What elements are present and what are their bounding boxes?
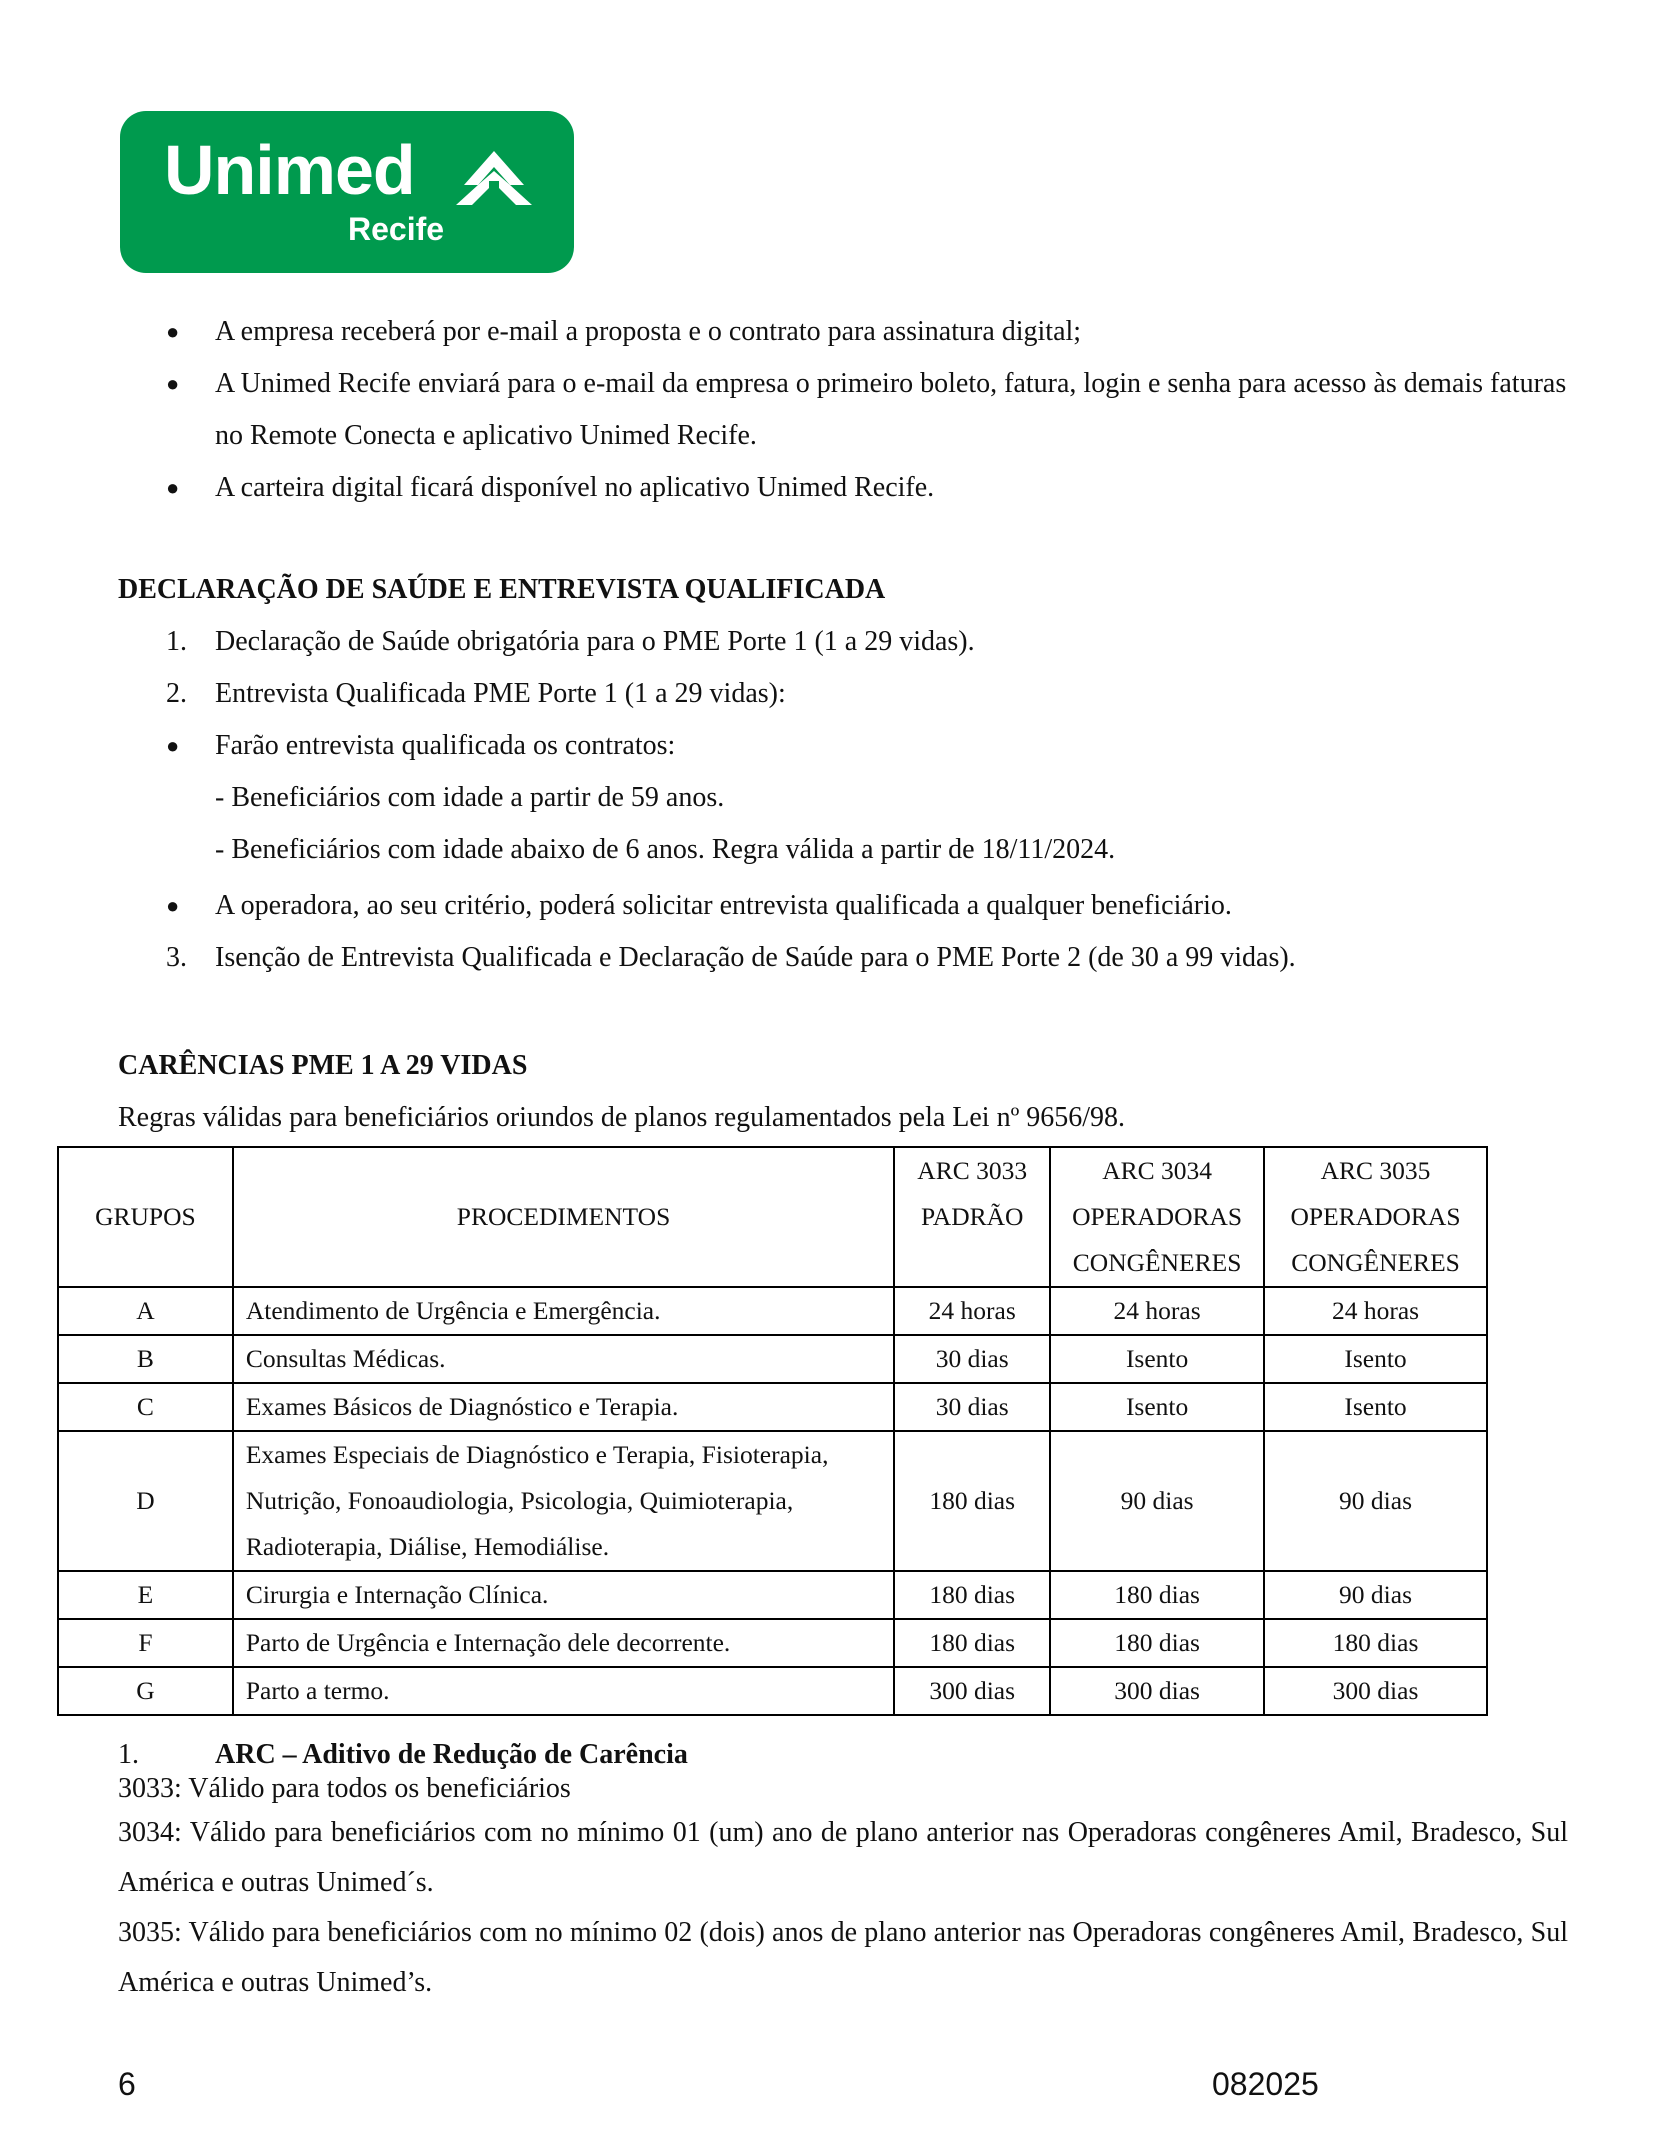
logo-sub: Recife xyxy=(348,211,445,247)
unimed-logo xyxy=(120,111,574,273)
table-row: G Parto a termo. 300 dias 300 dias 300 dias xyxy=(58,1667,1487,1715)
list-item: ● A operadora, ao seu critério, poderá solicitar entrevista qualificada a qualquer beneficiário. xyxy=(166,890,1232,921)
page-number: 6 xyxy=(118,2066,136,2102)
intro-bullet-list xyxy=(118,306,1568,514)
arc-3035: 3035: Válido para beneficiários com no mínimo 02 (dois) anos de plano anterior nas Operadoras congêneres Amil, Bradesco, Sul América e outras Unimed’s. xyxy=(118,1917,1568,1998)
list-item: 3. Isenção de Entrevista Qualificada e Declaração de Saúde para o PME Porte 2 (de 30 a 99 vidas). xyxy=(166,942,1296,973)
section-heading: DECLARAÇÃO DE SAÚDE E ENTREVISTA QUALIFICADA xyxy=(118,574,886,605)
table-header-row xyxy=(58,1147,1487,1287)
table-row: E Cirurgia e Internação Clínica. 180 dias 180 dias 90 dias xyxy=(58,1571,1487,1619)
table-row: F Parto de Urgência e Internação dele decorrente. 180 dias 180 dias 180 dias xyxy=(58,1619,1487,1667)
table-row: D Exames Especiais de Diagnóstico e Terapia, Fisioterapia, Nutrição, Fonoaudiologia, Psicologia, Quimioterapia, Radioterapia, Diálise, Hemodiálise. 180 dias 90 dias 90 dias xyxy=(58,1431,1487,1571)
carencias-section xyxy=(118,1040,1568,1144)
table-row: B Consultas Médicas. 30 dias Isento Isento xyxy=(58,1335,1487,1383)
sub-item: - Beneficiários com idade abaixo de 6 anos. Regra válida a partir de 18/11/2024. xyxy=(215,834,1116,865)
list-item: 1. Declaração de Saúde obrigatória para o PME Porte 1 (1 a 29 vidas). xyxy=(166,626,975,657)
arc-3034: 3034: Válido para beneficiários com no mínimo 01 (um) ano de plano anterior nas Operadoras congêneres Amil, Bradesco, Sul América e outras Unimed´s. xyxy=(118,1817,1568,1898)
list-item: 2. Entrevista Qualificada PME Porte 1 (1 a 29 vidas): xyxy=(166,678,786,709)
list-item: ● Farão entrevista qualificada os contratos: xyxy=(166,730,676,761)
list-item: ● A Unimed Recife enviará para o e-mail da empresa o primeiro boleto, fatura, login e senha para acesso às demais faturas no Remote Conecta e aplicativo Unimed Recife. xyxy=(166,368,1567,451)
document-code: 082025 xyxy=(1212,2066,1319,2102)
header-arc3035: ARC 3035 OPERADORAS CONGÊNERES xyxy=(1264,1147,1487,1287)
section-subtitle: Regras válidas para beneficiários oriundos de planos regulamentados pela Lei nº 9656/98. xyxy=(118,1102,1126,1133)
arc-section xyxy=(118,1738,1568,2008)
header-procedimentos: PROCEDIMENTOS xyxy=(233,1147,894,1287)
header-grupos: GRUPOS xyxy=(58,1147,233,1287)
table-row: A Atendimento de Urgência e Emergência. 24 horas 24 horas 24 horas xyxy=(58,1287,1487,1335)
section-heading: CARÊNCIAS PME 1 A 29 VIDAS xyxy=(118,1050,528,1081)
header-arc3033: ARC 3033 PADRÃO xyxy=(894,1147,1050,1287)
sub-item: - Beneficiários com idade a partir de 59 anos. xyxy=(215,782,725,813)
table-row: C Exames Básicos de Diagnóstico e Terapia. 30 dias Isento Isento xyxy=(58,1383,1487,1431)
carencias-table xyxy=(57,1146,1488,1716)
arc-heading: 1. ARC – Aditivo de Redução de Carência xyxy=(118,1739,688,1770)
unimed-tree-icon xyxy=(456,151,532,205)
arc-3033: 3033: Válido para todos os beneficiários xyxy=(118,1773,571,1804)
header-arc3034: ARC 3034 OPERADORAS CONGÊNERES xyxy=(1050,1147,1264,1287)
logo-name: Unimed xyxy=(164,131,415,209)
list-item: ● A empresa receberá por e-mail a proposta e o contrato para assinatura digital; xyxy=(166,316,1082,347)
declaracao-section xyxy=(118,564,1568,984)
list-item: ● A carteira digital ficará disponível no aplicativo Unimed Recife. xyxy=(166,472,935,503)
